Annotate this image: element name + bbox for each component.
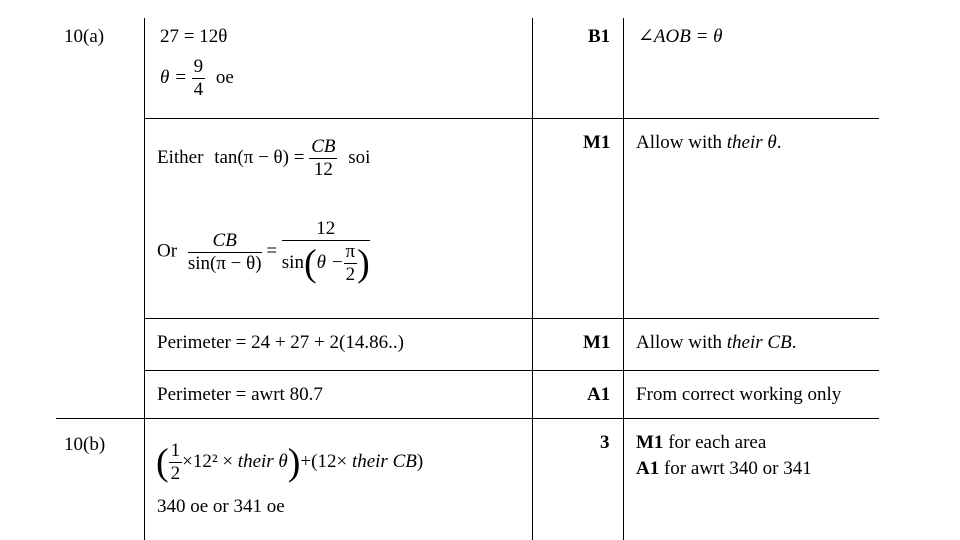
either-suffix: soi [348, 146, 371, 168]
mark: B1 [588, 26, 611, 47]
question-number: 10(b) [64, 434, 106, 455]
answer-line: 340 oe or 341 oe [157, 496, 285, 517]
answer-line: 27 = 12θ [160, 26, 228, 47]
row-divider-1 [144, 118, 879, 119]
answer-line: Perimeter = awrt 80.7 [157, 384, 323, 405]
guidance: Allow with their θ. [636, 132, 782, 153]
or-fraction-2: 12 sin(θ − $\frac{\pi}{2}$ ) [281, 218, 370, 285]
answer-line [160, 56, 234, 101]
or-label: Or [157, 240, 178, 262]
answer-line: Perimeter = 24 + 27 + 2(14.86..) [157, 332, 404, 353]
or-line [157, 218, 370, 286]
either-label: Either [157, 146, 204, 168]
or-fraction-1: $\frac{CB}{\sin(\pi - \theta)}$ [187, 229, 262, 274]
guidance: From correct working only [636, 384, 842, 405]
either-fraction: $\frac{CB}{12}$ [311, 136, 336, 180]
row-divider-3 [144, 370, 879, 371]
mark: 3 [600, 432, 610, 453]
mark: M1 [583, 332, 611, 353]
question-number: 10(a) [64, 26, 105, 47]
row-divider-2 [144, 318, 879, 319]
theta-eq: θ = [160, 66, 192, 88]
col-divider-question [144, 18, 145, 540]
guidance: M1 for each area [636, 432, 767, 453]
guidance: A1 for awrt 340 or 341 [636, 458, 812, 479]
col-divider-answer [532, 18, 533, 540]
guidance: Allow with their CB. [636, 332, 797, 353]
equals: = [266, 240, 278, 262]
mark: A1 [587, 384, 611, 405]
guidance: ∠AOB = θ [638, 26, 723, 47]
fraction: $\frac{9}{4}$ [193, 56, 204, 100]
either-line [157, 136, 370, 181]
oe-label: oe [215, 66, 234, 88]
mark: M1 [583, 132, 611, 153]
row-divider-4 [56, 418, 879, 419]
fraction: $\frac{1}{2}$ [170, 440, 181, 484]
col-divider-mark [623, 18, 624, 540]
either-lhs: tan(π − θ) = [214, 146, 305, 168]
answer-line: ( $\frac{1}{2}$ ×12² × their θ)+(12× their CB) [156, 440, 424, 484]
